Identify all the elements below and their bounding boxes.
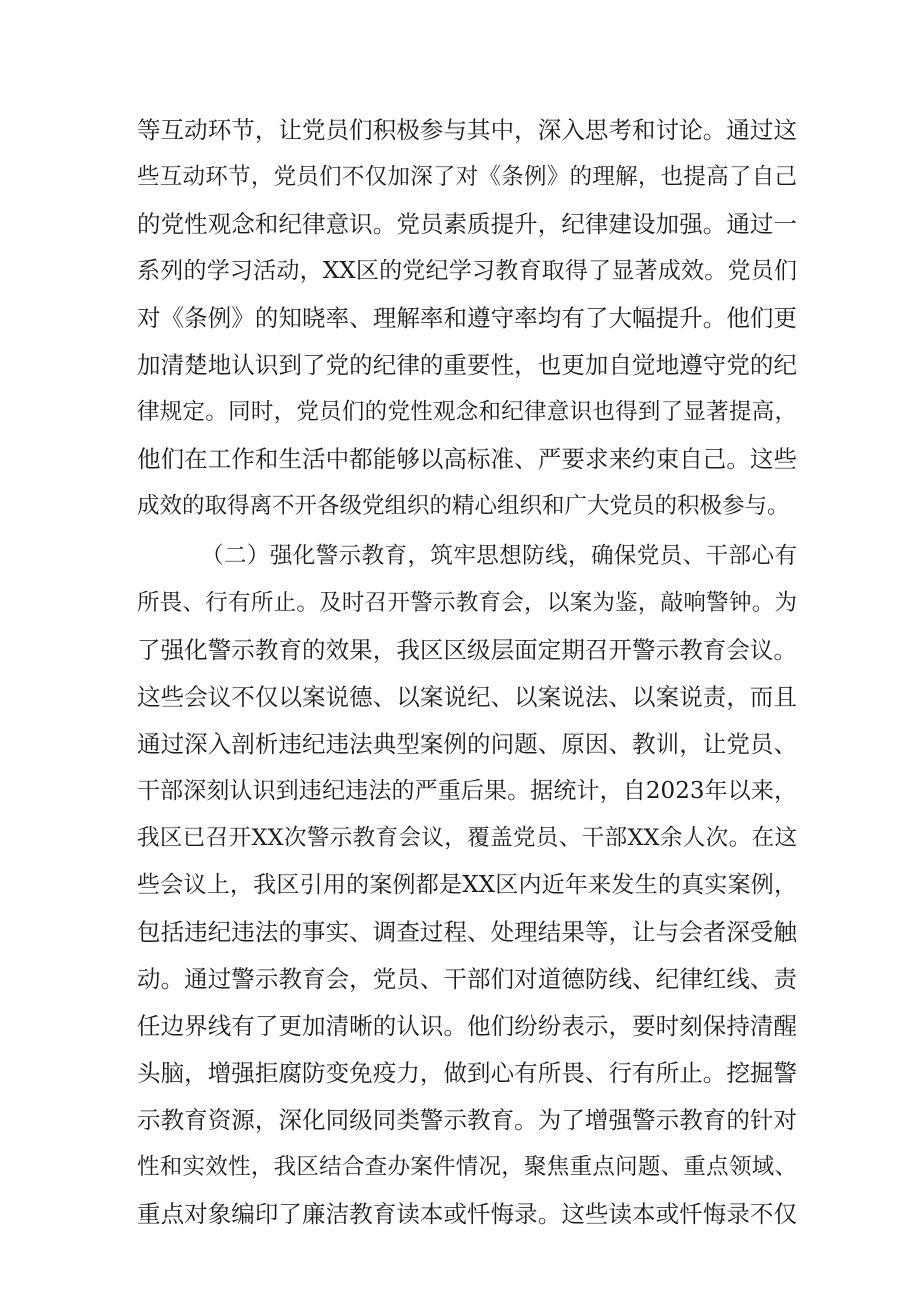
text-line: 干部深刻认识到违纪违法的严重后果。据统计，自2023年以来， [137, 778, 797, 804]
text-line: 系列的学习活动，XX区的党纪学习教育取得了显著成效。党员们 [137, 258, 797, 284]
text-line: 些会议上，我区引用的案例都是XX区内近年来发生的真实案例， [137, 872, 797, 898]
text-line: 他们在工作和生活中都能够以高标准、严要求来约束自己。这些 [137, 445, 797, 473]
text-line: 动。通过警示教育会，党员、干部们对道德防线、纪律红线、责 [137, 965, 797, 993]
text-line: 任边界线有了更加清晰的认识。他们纷纷表示，要时刻保持清醒 [137, 1012, 797, 1040]
text-line: 的党性观念和纪律意识。党员素质提升，纪律建设加强。通过一 [137, 210, 797, 238]
text-line: 重点对象编印了廉洁教育读本或忏悔录。这些读本或忏悔录不仅 [137, 1200, 797, 1228]
text-line: 包括违纪违法的事实、调查过程、处理结果等，让与会者深受触 [137, 918, 797, 946]
text-line: 加清楚地认识到了党的纪律的重要性，也更加自觉地遵守党的纪 [137, 351, 797, 379]
text-line: 性和实效性，我区结合查办案件情况，聚焦重点问题、重点领域、 [137, 1154, 797, 1180]
section-heading-line: （二）强化警示教育，筑牢思想防线，确保党员、干部心有 [201, 543, 797, 569]
text-line: 些互动环节，党员们不仅加深了对《条例》的理解，也提高了自己 [137, 164, 797, 190]
text-line: 成效的取得离不开各级党组织的精心组织和广大党员的积极参与。 [137, 493, 790, 519]
text-line: 了强化警示教育的效果，我区区级层面定期召开警示教育会议。 [137, 636, 797, 664]
text-line: 这些会议不仅以案说德、以案说纪、以案说法、以案说责，而且 [137, 683, 797, 711]
text-line: 等互动环节，让党员们积极参与其中，深入思考和讨论。通过这 [137, 116, 797, 144]
text-line: 律规定。同时，党员们的党性观念和纪律意识也得到了显著提高， [137, 399, 797, 425]
text-line: 通过深入剖析违纪违法典型案例的问题、原因、教训，让党员、 [137, 730, 797, 758]
text-line: 头脑，增强拒腐防变免疫力，做到心有所畏、行有所止。挖掘警 [137, 1059, 797, 1087]
text-line: 所畏、行有所止。及时召开警示教育会，以案为鉴，敲响警钟。为 [137, 590, 797, 616]
text-line: 对《条例》的知晓率、理解率和遵守率均有了大幅提升。他们更 [137, 304, 797, 332]
text-line: 示教育资源，深化同级同类警示教育。为了增强警示教育的针对 [137, 1106, 797, 1134]
text-line: 我区已召开XX次警示教育会议，覆盖党员、干部XX余人次。在这 [137, 825, 797, 851]
